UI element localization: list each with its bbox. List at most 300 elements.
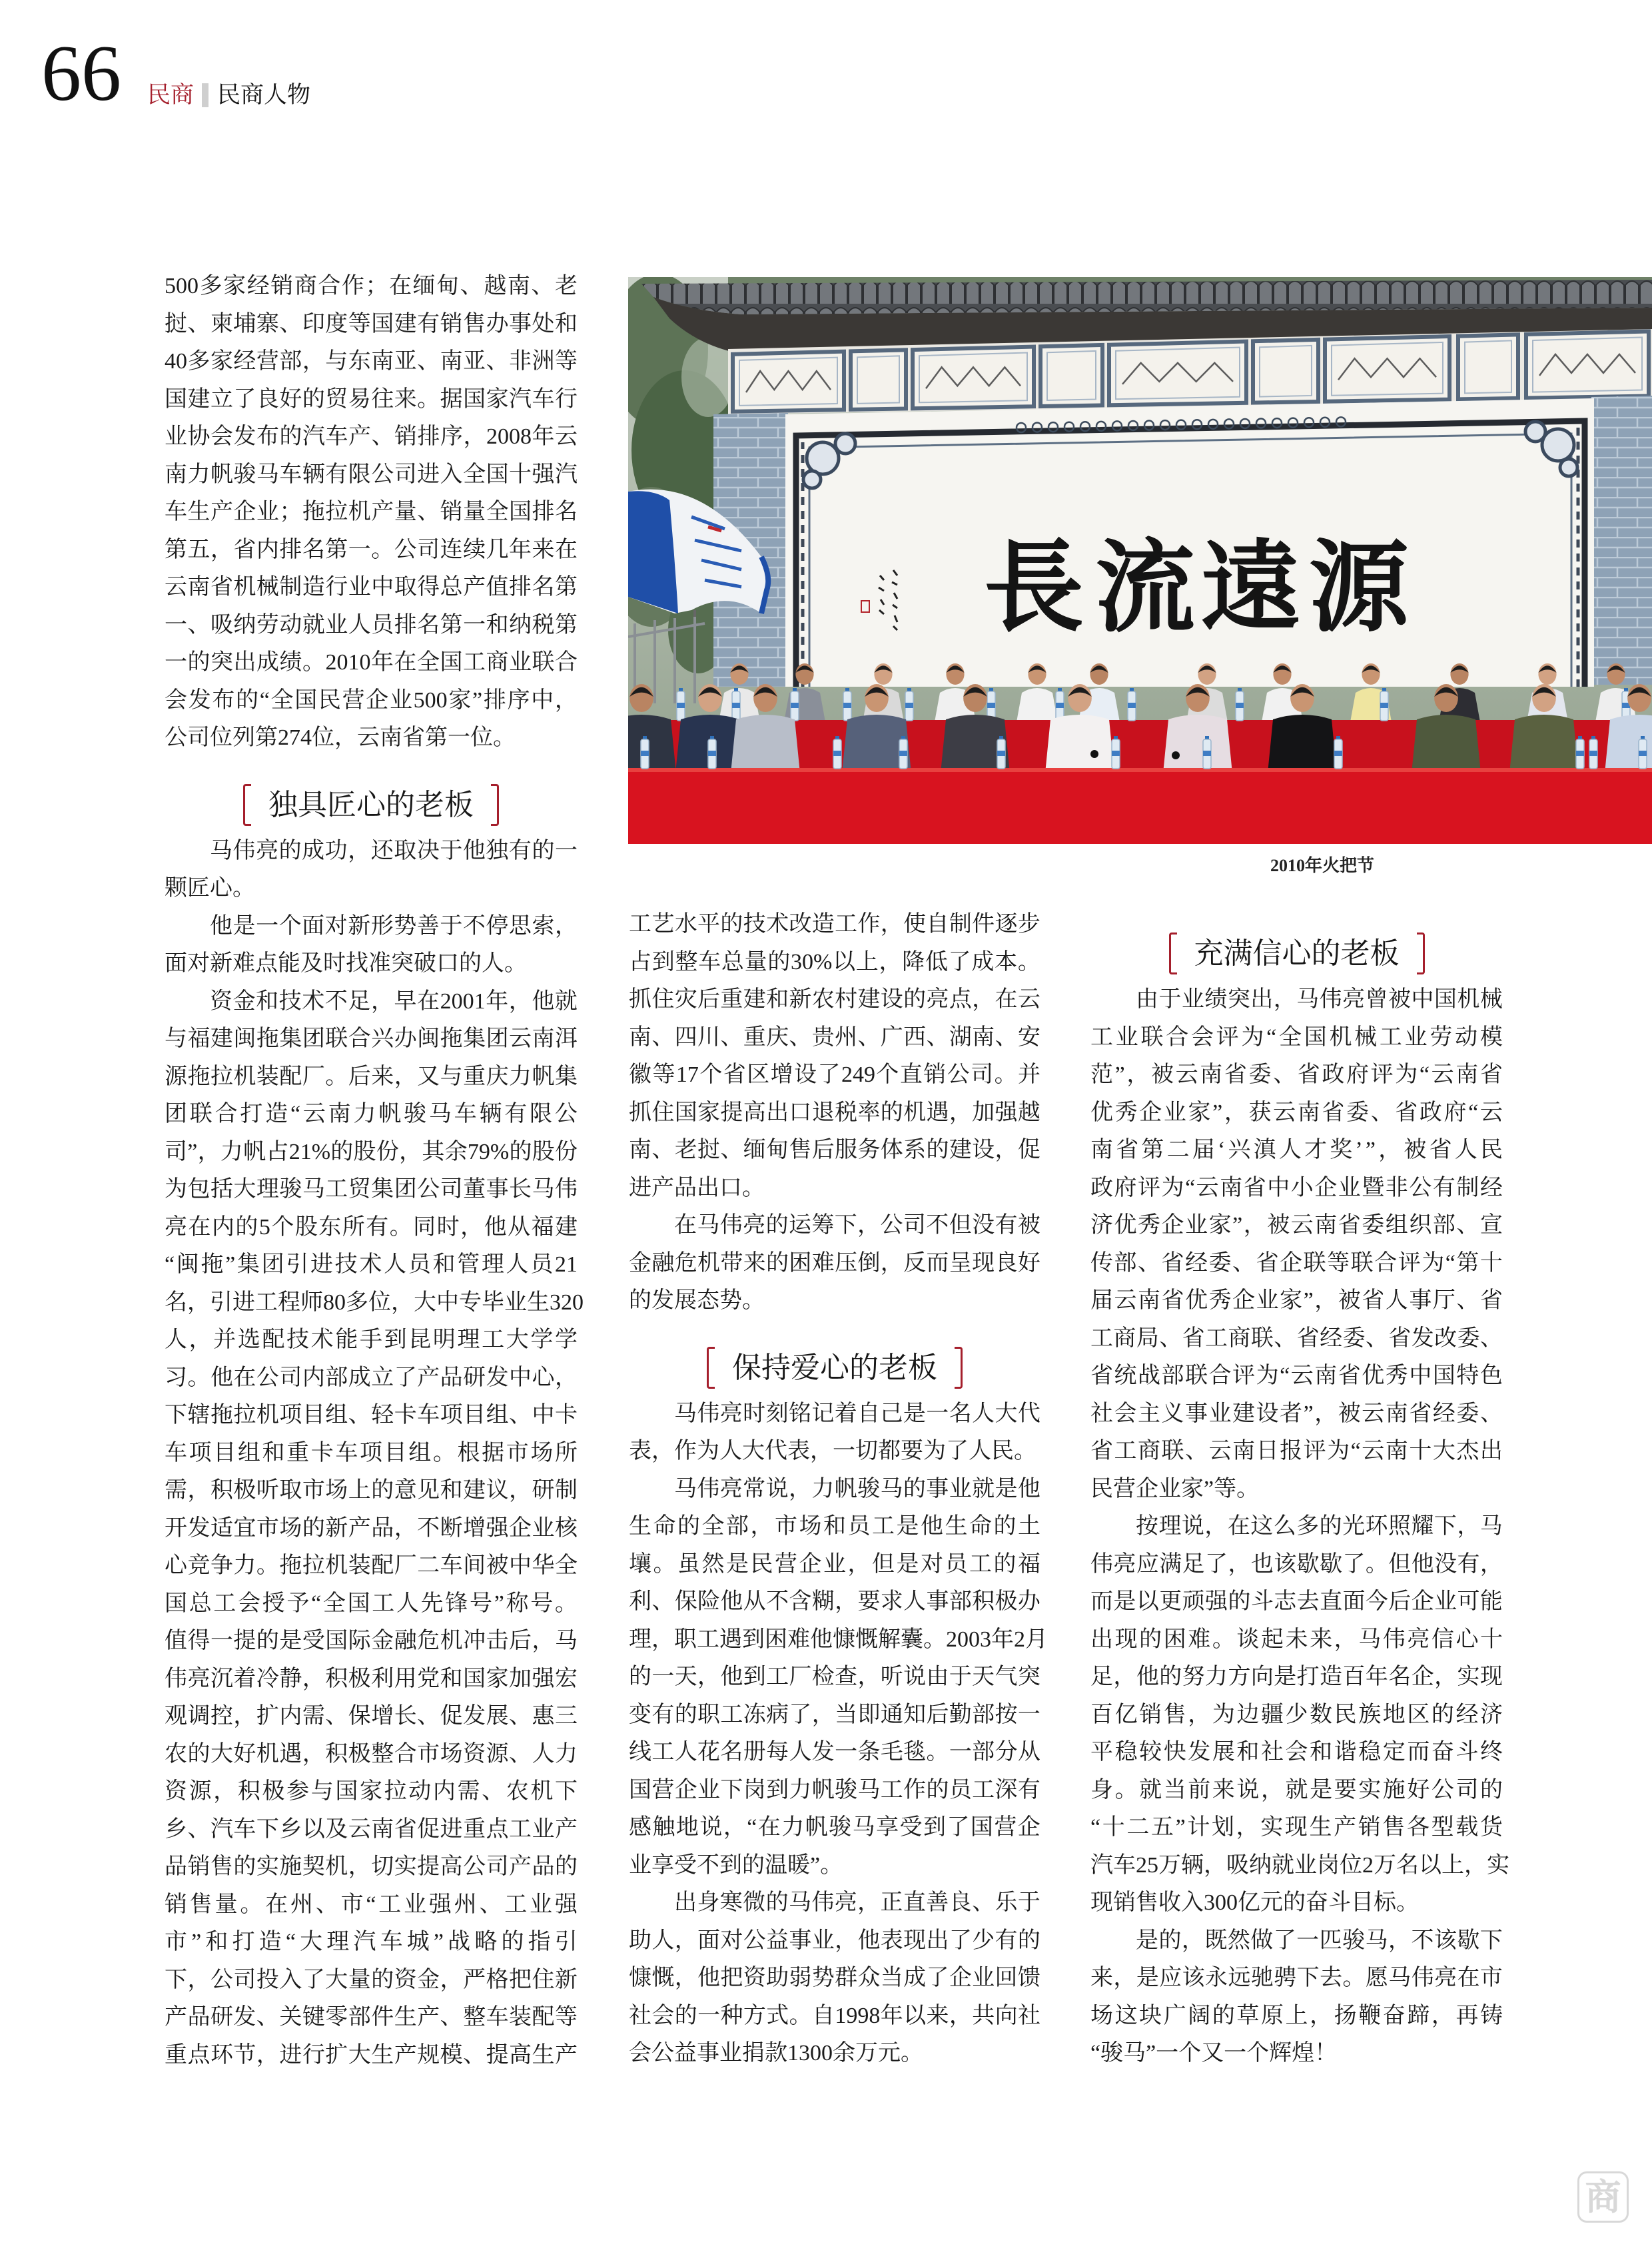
text-glyph: 有 — [366, 1214, 389, 1240]
text-glyph: 帆 — [805, 1815, 828, 1840]
text-glyph: 一 — [1017, 1702, 1040, 1727]
bottle-label — [1056, 703, 1064, 708]
text-glyph: 印 — [302, 311, 325, 336]
text-glyph: 员 — [371, 612, 394, 637]
text-glyph: 退 — [811, 1100, 835, 1125]
water-bottle — [843, 688, 851, 721]
text-glyph: 击 — [486, 1629, 509, 1653]
text-glyph: 当 — [880, 1966, 903, 1990]
text-line — [165, 1472, 578, 1510]
text-glyph: 乡 — [279, 1816, 302, 1842]
text-line — [629, 1621, 1048, 1659]
bottle-label — [987, 703, 995, 708]
text-glyph: 人 — [506, 1252, 529, 1277]
text-glyph: 经 — [1320, 1325, 1343, 1351]
text-glyph: 联 — [1303, 1250, 1326, 1276]
text-glyph: 把 — [509, 1967, 532, 1992]
text-glyph: 马 — [302, 1177, 325, 1202]
text-glyph: 义 — [1161, 1401, 1184, 1426]
text-glyph: 货 — [1479, 1815, 1503, 1840]
text-glyph: 模 — [1479, 1024, 1503, 1050]
text-glyph: 、 — [1370, 1100, 1394, 1125]
text-glyph: 保 — [674, 1589, 697, 1614]
text-glyph: 发 — [463, 1704, 486, 1728]
text-glyph: 引 — [554, 1930, 578, 1954]
text-glyph: 甸 — [766, 1138, 789, 1162]
text-glyph: “ — [285, 1930, 296, 1954]
text-glyph: 委 — [1456, 1401, 1479, 1426]
text-glyph: 是 — [1136, 1966, 1159, 1990]
text-glyph: 南 — [328, 1102, 351, 1126]
text-glyph: 伟 — [1382, 1627, 1406, 1652]
text-glyph: 所 — [342, 1214, 365, 1240]
text-glyph: 年 — [509, 537, 532, 562]
text-glyph: 农 — [811, 987, 835, 1012]
text-glyph: 积 — [237, 1779, 260, 1804]
person-shirt — [731, 715, 800, 773]
text-glyph: 冲 — [463, 1629, 486, 1653]
text-glyph: 、 — [256, 2005, 279, 2030]
cloud-scroll — [1560, 459, 1577, 476]
text-glyph: 应 — [1159, 1966, 1182, 1990]
text-glyph: 积 — [325, 1741, 348, 1766]
text-glyph: 节 — [233, 2042, 256, 2067]
text-glyph: 工 — [463, 650, 486, 675]
text-glyph: 边 — [1236, 1702, 1260, 1727]
text-glyph: 马 — [532, 1177, 555, 1202]
text-glyph: 项 — [189, 1440, 212, 1465]
text-glyph: 、 — [1456, 1288, 1479, 1313]
text-glyph: 场 — [279, 1515, 302, 1541]
text-glyph: 拉 — [384, 1779, 407, 1804]
text-glyph: 总 — [721, 949, 744, 974]
text-glyph: 力 — [811, 1476, 835, 1501]
text-glyph: 极 — [262, 1779, 285, 1804]
text-glyph: 在 — [1227, 1514, 1250, 1539]
text-glyph: 的 — [765, 1890, 789, 1915]
text-line: “骏马”一个又一个辉煌！ — [1090, 2041, 1338, 2065]
text-glyph: 去 — [1296, 1589, 1320, 1614]
text-glyph: 根 — [457, 1440, 480, 1465]
text-glyph: 、 — [348, 1403, 371, 1427]
text-glyph: 月 — [1025, 1627, 1048, 1652]
text-glyph: 力 — [789, 1777, 812, 1802]
text-glyph: 一 — [554, 838, 578, 863]
text-glyph: “ — [1280, 1363, 1290, 1388]
text-glyph: 国 — [674, 1100, 697, 1125]
text-glyph: 评 — [1398, 1250, 1421, 1276]
text-glyph: 业 — [811, 1928, 835, 1953]
text-glyph: 应 — [1136, 1551, 1159, 1577]
water-bottle — [1334, 736, 1342, 769]
text-glyph: 秀 — [1385, 1363, 1408, 1388]
text-glyph: 、 — [1232, 1250, 1256, 1276]
text-line — [629, 1019, 1040, 1057]
text-glyph: 住 — [651, 987, 675, 1012]
text-glyph: 下 — [1434, 1514, 1457, 1539]
text-glyph: 亮 — [1113, 1551, 1136, 1577]
text-glyph: 在 — [417, 988, 440, 1014]
text-glyph: 的 — [187, 650, 210, 675]
water-bottle — [1056, 688, 1064, 721]
text-line — [629, 1508, 1040, 1546]
text-line — [629, 1207, 1040, 1245]
text-glyph: 年 — [1365, 1665, 1388, 1689]
text-glyph: 国 — [629, 1777, 651, 1802]
text-glyph: 开 — [165, 1515, 187, 1541]
text-glyph: 生 — [945, 1514, 968, 1539]
text-glyph: 心 — [532, 1365, 555, 1390]
text-glyph: 极 — [233, 1478, 256, 1503]
text-glyph: ， — [554, 1365, 578, 1390]
text-glyph: 联 — [1250, 1325, 1274, 1351]
text-glyph: 车 — [380, 1930, 403, 1954]
text-glyph: 民 — [1479, 1138, 1503, 1162]
text-glyph: 未 — [1285, 1627, 1308, 1652]
text-glyph: 辆 — [1181, 1852, 1204, 1878]
text-glyph: 等 — [652, 1062, 675, 1087]
text-glyph: 、 — [509, 1741, 532, 1766]
text-glyph: 和 — [1310, 1740, 1333, 1764]
text-glyph: 2003 — [946, 1627, 991, 1652]
text-glyph: 资 — [394, 1967, 417, 1992]
text-glyph: 宜 — [233, 1515, 256, 1541]
text-glyph: 方 — [743, 2003, 766, 2028]
photo-caption: 2010年火把节 — [1270, 856, 1374, 875]
text-glyph: 联 — [189, 1102, 212, 1126]
text-glyph: “ — [1419, 1062, 1430, 1087]
text-glyph: 今 — [1365, 1589, 1388, 1614]
text-glyph: 良 — [256, 386, 279, 412]
text-glyph: 。 — [789, 2003, 812, 2028]
text-glyph: 同 — [413, 1214, 436, 1240]
text-glyph: 帆 — [378, 1102, 402, 1126]
text-glyph: 工 — [509, 1816, 532, 1842]
text-glyph: 于 — [949, 1665, 972, 1689]
text-line — [1090, 1696, 1503, 1734]
text-glyph: 索 — [532, 913, 555, 938]
text-glyph: 伟 — [232, 838, 256, 863]
text-line — [1090, 1659, 1503, 1696]
text-glyph: 自 — [857, 1401, 881, 1426]
text-glyph: 业 — [1404, 1024, 1428, 1050]
text-glyph: “ — [1185, 1175, 1196, 1200]
text-glyph: 所 — [555, 1440, 578, 1465]
text-glyph: 公 — [371, 462, 394, 487]
text-glyph: 通 — [880, 1702, 903, 1727]
text-glyph: 南 — [165, 462, 187, 487]
text-glyph: 该 — [1274, 1551, 1297, 1577]
text-glyph: 国 — [509, 500, 532, 524]
text-glyph: 在 — [995, 987, 1018, 1012]
text-glyph: 南 — [1090, 1138, 1113, 1162]
text-glyph: 序 — [507, 687, 530, 713]
text-glyph: 参 — [286, 1779, 310, 1804]
text-line — [1090, 1960, 1503, 1998]
text-line — [629, 1696, 1040, 1734]
text-line — [1090, 1621, 1503, 1659]
text-glyph: 难 — [811, 1250, 835, 1276]
text-line — [165, 456, 578, 494]
frieze-panel — [1040, 345, 1102, 406]
text-glyph: 省 — [1224, 1062, 1247, 1087]
text-glyph: 人 — [1385, 1288, 1408, 1313]
text-glyph: ” — [1175, 1815, 1186, 1840]
text-glyph: “ — [1090, 1815, 1101, 1840]
text-glyph: ， — [1431, 2003, 1454, 2028]
text-glyph: 南 — [507, 274, 530, 298]
text-line — [629, 906, 1040, 944]
text-glyph: 湖 — [949, 1024, 972, 1050]
text-glyph: 税 — [835, 1100, 858, 1125]
text-glyph: 生 — [527, 1290, 550, 1315]
text-glyph: 前 — [1188, 1777, 1211, 1802]
text-glyph: 业 — [504, 1290, 527, 1315]
text-glyph: 的 — [765, 1213, 789, 1238]
text-glyph: 明 — [432, 1327, 456, 1352]
text-glyph: 了 — [233, 386, 256, 412]
text-glyph: 就 — [1285, 1777, 1308, 1802]
text-glyph: ” — [191, 1930, 202, 1954]
text-glyph: 下 — [834, 1213, 857, 1238]
text-glyph: 本 — [995, 949, 1018, 974]
person-shirt — [1509, 715, 1579, 773]
text-line — [165, 268, 578, 306]
text-glyph: 连 — [440, 537, 463, 562]
text-glyph: 会 — [238, 1591, 261, 1616]
text-glyph: 云 — [1362, 1401, 1385, 1426]
text-glyph: 的 — [501, 1930, 524, 1954]
text-glyph: 工 — [504, 1892, 528, 1917]
text-glyph: 伟 — [1319, 987, 1342, 1012]
text-glyph: 思 — [508, 913, 532, 938]
text-glyph: 系 — [903, 1138, 927, 1162]
text-glyph: 公 — [880, 1213, 903, 1238]
text-glyph: 成 — [256, 650, 279, 675]
text-glyph: 、 — [1479, 1401, 1503, 1426]
text-glyph: 轻 — [371, 1403, 394, 1427]
text-glyph: 求 — [880, 1589, 903, 1614]
text-glyph: 己 — [880, 1401, 903, 1426]
text-glyph: 事 — [509, 311, 532, 336]
text-glyph: 大 — [414, 1290, 436, 1315]
text-glyph: 产 — [1334, 1815, 1357, 1840]
text-glyph: 79% — [467, 1139, 510, 1164]
text-glyph: 一 — [348, 537, 371, 562]
text-glyph: 吸 — [210, 612, 233, 637]
text-glyph: 常 — [743, 1476, 766, 1501]
text-glyph: 一 — [949, 1740, 972, 1764]
text-glyph: 业 — [1338, 1175, 1361, 1200]
front-table — [628, 768, 1652, 844]
text-glyph: 永 — [1205, 1966, 1228, 1990]
text-glyph: 的 — [233, 1854, 256, 1879]
paragraph — [629, 1395, 1040, 1471]
text-glyph: 帆 — [210, 462, 233, 487]
text-line — [165, 1134, 578, 1172]
text-glyph: 产 — [348, 424, 371, 449]
text-glyph: 洱 — [554, 1026, 578, 1051]
text-glyph: 他 — [720, 1665, 743, 1689]
text-glyph: 入 — [440, 462, 463, 487]
text-line — [1090, 1998, 1503, 2036]
text-glyph: 有 — [325, 462, 348, 487]
text-glyph: 冻 — [743, 1702, 766, 1727]
text-glyph: 了 — [1342, 1551, 1366, 1577]
text-glyph: 的 — [1139, 1627, 1162, 1652]
text-glyph: 打 — [232, 1930, 255, 1954]
text-glyph: 限 — [530, 1102, 553, 1126]
text-glyph: 观 — [165, 1704, 187, 1728]
text-glyph: 住 — [532, 1967, 555, 1992]
text-glyph: ， — [302, 349, 325, 374]
text-glyph: 南 — [1200, 1062, 1223, 1087]
text-glyph: 省 — [394, 1816, 417, 1842]
text-glyph: 他 — [210, 913, 232, 938]
text-glyph: 记 — [811, 1401, 835, 1426]
text-glyph: 立 — [371, 1365, 394, 1390]
text-glyph: 纳 — [233, 612, 256, 637]
text-glyph: 即 — [857, 1702, 881, 1727]
text-glyph: 会 — [651, 2003, 675, 2028]
text-line: 业享受不到的温暖”。 — [629, 1852, 843, 1878]
text-glyph: 云 — [302, 1102, 326, 1126]
text-glyph: 大 — [325, 1967, 348, 1992]
text-glyph: 的 — [674, 1702, 697, 1727]
text-glyph: ， — [187, 1290, 210, 1315]
text-glyph: 善 — [926, 1890, 949, 1915]
text-glyph: 家 — [223, 274, 246, 298]
text-glyph: 企 — [1232, 1288, 1256, 1313]
text-glyph: 东 — [348, 349, 371, 374]
text-glyph: 全 — [486, 500, 509, 524]
text-glyph: ， — [1314, 1401, 1338, 1426]
text-glyph: 是 — [1310, 1777, 1333, 1802]
text-glyph: 兴 — [1228, 1138, 1251, 1162]
text-glyph: 没 — [1434, 1551, 1457, 1577]
text-glyph: 强 — [1205, 1589, 1228, 1614]
text-glyph: 车 — [335, 1440, 358, 1465]
text-glyph: 能 — [1479, 1589, 1503, 1614]
text-glyph: 竞 — [187, 1553, 210, 1578]
text-glyph: 一 — [463, 612, 486, 637]
text-glyph: 往 — [371, 386, 394, 412]
text-glyph: 。 — [187, 1365, 210, 1390]
text-glyph: 业 — [348, 575, 371, 599]
text-glyph: 项 — [440, 1403, 463, 1427]
text-line — [165, 983, 578, 1021]
text-glyph: 下 — [555, 1779, 578, 1804]
text-glyph: ， — [949, 1100, 972, 1125]
text-glyph: 新 — [348, 913, 371, 938]
text-glyph: 金 — [629, 1250, 651, 1276]
text-glyph: 2 — [1014, 1627, 1025, 1652]
text-line — [165, 306, 578, 344]
text-glyph: 骋 — [1274, 1966, 1297, 1990]
text-glyph: 企 — [509, 1515, 532, 1541]
text-glyph: 30% — [791, 949, 833, 974]
event-photo — [628, 277, 1652, 844]
text-glyph: 国 — [347, 1591, 370, 1616]
text-glyph: 名 — [720, 1740, 743, 1764]
text-glyph: 程 — [278, 1290, 300, 1315]
text-glyph: 称 — [506, 1591, 529, 1616]
text-glyph: 中 — [1409, 1363, 1432, 1388]
text-line — [1090, 1395, 1503, 1433]
text-glyph: 机 — [530, 1779, 554, 1804]
text-glyph: 促 — [440, 1704, 463, 1728]
text-glyph: 括 — [210, 1177, 233, 1202]
text-glyph: 产 — [417, 1365, 440, 1390]
text-glyph: ， — [1464, 1852, 1487, 1878]
text-glyph: 百 — [1090, 1702, 1113, 1727]
text-glyph: 人 — [1454, 1138, 1477, 1162]
text-glyph: 械 — [256, 575, 279, 599]
text-glyph: 力 — [353, 1102, 376, 1126]
text-glyph: 造 — [811, 912, 835, 936]
text-glyph: 内 — [302, 1365, 325, 1390]
text-line — [1090, 1922, 1503, 1960]
text-glyph: 的 — [1158, 1928, 1182, 1953]
text-glyph: 位 — [368, 1290, 391, 1315]
text-glyph: 一 — [256, 913, 279, 938]
text-glyph: 行 — [554, 386, 578, 412]
text-glyph: 了 — [947, 1815, 970, 1840]
text-glyph: 他 — [857, 1928, 881, 1953]
text-glyph: 他 — [1411, 1551, 1434, 1577]
text-line — [1090, 1847, 1509, 1885]
text-glyph: 照 — [1388, 1514, 1411, 1539]
text-glyph: 奋 — [1382, 2003, 1406, 2028]
text-glyph: 说 — [765, 1476, 789, 1501]
text-glyph: 学 — [555, 1327, 578, 1352]
text-glyph: 秀 — [1114, 1100, 1138, 1125]
text-glyph: 查 — [835, 1665, 858, 1689]
text-glyph: 洲 — [532, 349, 555, 374]
text-glyph: 南 — [1455, 1062, 1479, 1087]
text-glyph: 亮 — [926, 987, 949, 1012]
text-glyph: 司 — [394, 462, 417, 487]
section-name: 民商 — [147, 82, 195, 108]
text-glyph: 几 — [486, 537, 509, 562]
text-glyph: 少 — [1285, 1702, 1308, 1727]
text-glyph: 建 — [743, 987, 766, 1012]
text-glyph: “ — [1350, 1439, 1361, 1463]
text-glyph: 积 — [325, 1666, 348, 1691]
text-glyph: 商 — [486, 650, 509, 675]
text-glyph: 大 — [506, 1327, 529, 1352]
text-glyph: ’ — [1355, 1138, 1363, 1162]
text-glyph: 的 — [1228, 1589, 1251, 1614]
text-glyph: 场 — [440, 1741, 463, 1766]
text-line — [165, 1359, 578, 1397]
text-glyph: 阔 — [1188, 2003, 1211, 2028]
text-glyph: 南 — [1314, 1363, 1338, 1388]
text-glyph: ， — [463, 424, 486, 449]
text-glyph: 场 — [1090, 2003, 1113, 2028]
text-glyph: 市 — [256, 1515, 279, 1541]
water-bottle — [1380, 688, 1388, 721]
text-glyph: 业 — [256, 500, 279, 524]
text-glyph: 企 — [799, 1551, 822, 1577]
text-glyph: 力 — [554, 1741, 578, 1766]
text-glyph: 评 — [1370, 1062, 1394, 1087]
text-glyph: 停 — [486, 913, 509, 938]
text-glyph: 企 — [949, 1966, 972, 1990]
text-glyph: 产 — [554, 1816, 578, 1842]
text-glyph: 一 — [1296, 1928, 1320, 1953]
text-glyph: 被 — [1338, 1401, 1361, 1426]
